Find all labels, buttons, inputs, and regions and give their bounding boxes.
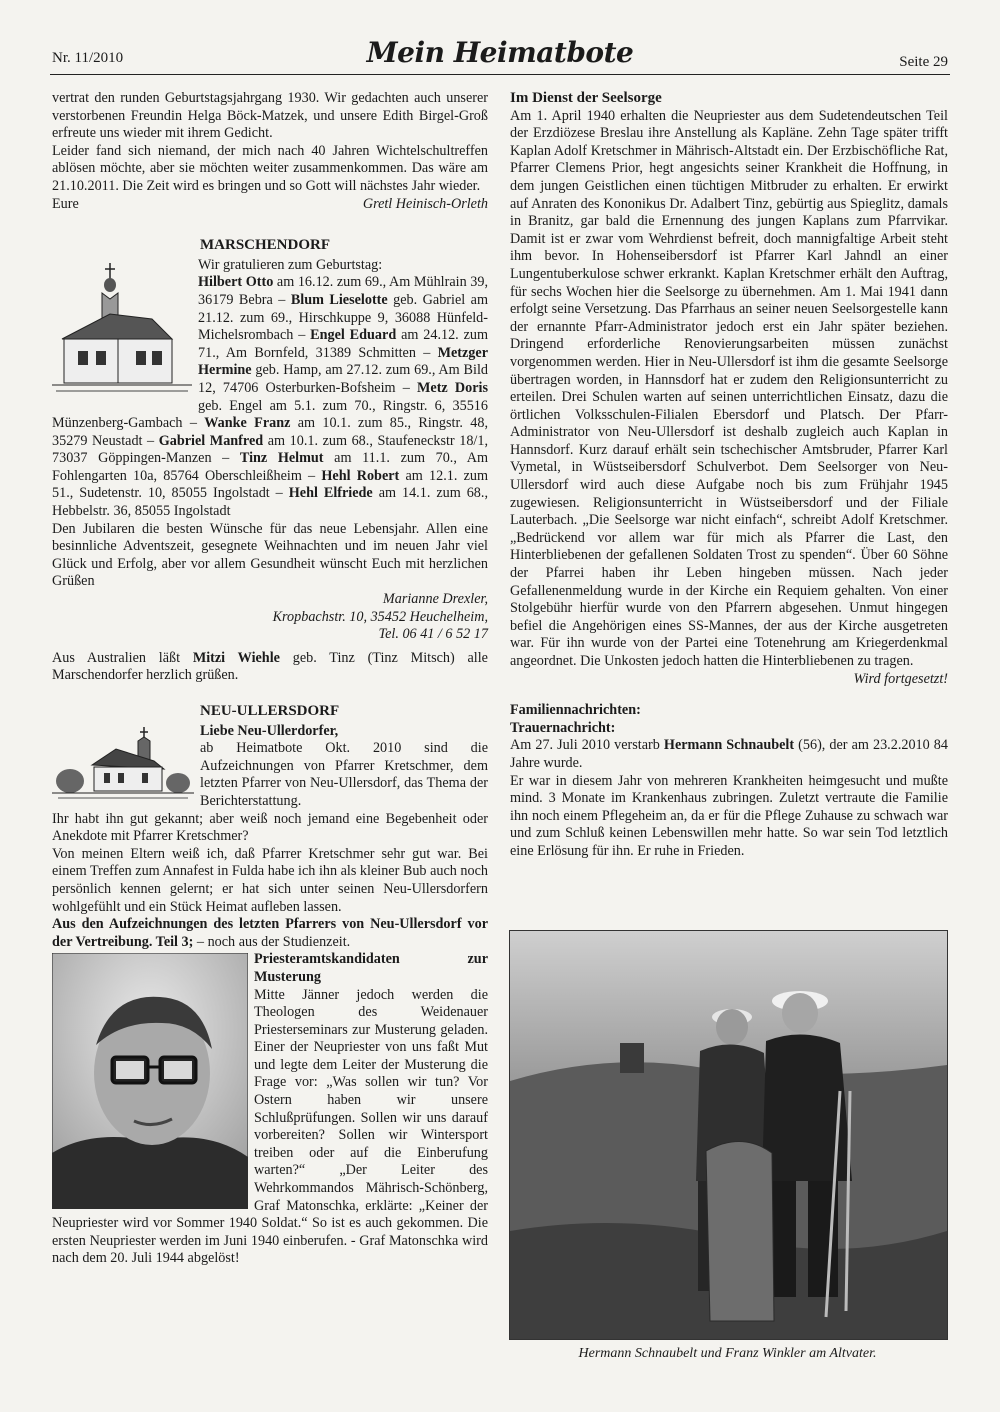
section-title-neu-ullersdorf: NEU-ULLERSDORF — [200, 703, 340, 719]
birthday-detail: geb. Hamp, am 27.12. zum 69., Am Bild 12, 74706 Osterburken-Bofsheim – — [198, 362, 488, 396]
masthead-title: Mein Heimatbote — [366, 36, 634, 69]
series-heading — [52, 916, 488, 951]
person-name: Mitzi Wiehle — [192, 649, 280, 666]
header-rule — [50, 74, 950, 75]
birthday-name: Blum Lieselotte — [290, 291, 388, 308]
series-subtitle: – noch aus der Studienzeit. — [193, 933, 351, 950]
signature-name: Marianne Drexler, — [382, 591, 488, 608]
birthday-name: Tinz Helmut — [239, 450, 324, 467]
section-title-marschendorf: MARSCHENDORF — [200, 237, 330, 254]
hikers-photo-graphic — [510, 931, 947, 1339]
birthday-detail: am 24.12. zum 71., Am Bornfeld, 31389 Schmitten – — [198, 327, 489, 361]
text-fragment: Am 27. Juli 2010 verstarb — [510, 737, 664, 754]
text-fragment: (56), der am 23.2.2010 84 Jahre wurde. — [510, 737, 948, 771]
page-number: Seite 29 — [899, 54, 948, 70]
village-church-illustration — [52, 725, 194, 801]
hikers-photo — [509, 930, 948, 1340]
signature: Gretl Heinisch-Orleth — [362, 195, 488, 212]
signature-address: Kropbachstr. 10, 35452 Heuchelheim, — [272, 608, 488, 625]
subsection-text: Mitte Jänner jedoch werden die Theologen des Weidenauer Priesterseminars zur Musterung geladen. Einer der Neupriester von uns faßt Mut und legte dem Leiter der Musterung die Frage vor: „Was sollen wir tun? Vor Ostern haben wir unsere Schlußprüfungen. Sollen wir uns darauf vorbereiten? Sollen wir Wintersport treiben oder auf die Einberufung warten?“ „Der Leiter des Wehrkommandos Mährisch-Schönberg, Graf Matonschka, erklärte: „Keiner der Neupriester wird vor Sommer 1940 Soldat.“ So ist es auch gekommen. Die ersten Neupriester werden im Juni 1940 einberufen. - Graf Matonschka wird nach dem 20. Juli 1944 abgelöst! — [52, 986, 488, 1267]
birthday-detail: geb. Engel am 5.1. zum 70., Ringstr. 6, 35516 Münzenberg-Gambach – — [52, 397, 488, 432]
birthday-detail: am 10.1. zum 85., Ringstr. 48, 35279 Neustadt – — [52, 415, 488, 449]
subsection-title: Priesteramtskandidaten zur Musterung — [254, 951, 488, 985]
photo-caption: Hermann Schnaubelt und Franz Winkler am Altvater. — [578, 1346, 877, 1361]
wishes-paragraph: Den Jubilaren die besten Wünsche für das neue Lebensjahr. Allen eine besinnliche Adventszeit, gesegnete Weihnachten und im neuen Jahr viel Glück und Erfolg, aber vor allem Gesundheit wünscht Euch mit herzlichen Grüßen — [52, 520, 488, 590]
birthday-name: Metzger Hermine — [198, 344, 488, 379]
birthday-detail: geb. Gabriel am 21.12. zum 69., Hirschkuppe 9, 36088 Hünfeld-Michelsrombach – — [198, 291, 488, 344]
birthday-detail: am 16.12. zum 69., Am Mühlrain 39, 36179 Bebra – — [198, 274, 488, 308]
obituary-title: Trauernachricht: — [510, 719, 616, 736]
intro-paragraph: ab Heimatbote Okt. 2010 sind die Aufzeichnungen von Pfarrer Kretschmer, dem letzten Pfarrer von Neu-Ullersdorf, das Thema der Berichterstattung. — [200, 740, 488, 809]
birthday-name: Hehl Robert — [321, 467, 400, 484]
neu-ullersdorf-intro — [52, 723, 488, 811]
family-news-title: Familiennachrichten: — [510, 702, 641, 719]
signature-phone: Tel. 06 41 / 6 52 17 — [378, 626, 488, 643]
obituary-text: Er war in diesem Jahr von mehreren Krankheiten heimgesucht und mußte mind. 3 Monate im Krankenhaus zubringen. Zuletzt vertraute die Familie ihn noch einem Pflegeheim an, da er für die Pflege Zuhause zu schwach war und zum Schluß keinen Lebenswillen mehr hatte. So war sein Tod letztlich eine Erlösung für ihn. Er ruhe in Frieden. — [510, 772, 948, 859]
birthday-detail: am 14.1. zum 68., Hebbelstr. 36, 85055 Ingolstadt — [52, 485, 488, 520]
birthday-name: Hehl Elfriede — [288, 485, 373, 502]
intro-paragraph: Leider fand sich niemand, der mich nach 40 Jahren Wichtelschultreffen ablösen möchte, aber sie möchten weiter zusammenkommen. Das wäre am 21.10.2011. Die Zeit wird es bringen und so Gott will nächstes Jahr wieder. — [52, 142, 488, 194]
birthday-detail: am 11.1. zum 70., Am Fohlengarten 10a, 85764 Oberschleißheim – — [52, 450, 489, 484]
question-paragraph: Ihr habt ihn gut gekannt; aber weiß noch jemand eine Begebenheit oder Anekdote mit Pfarrer Kretschmer? — [52, 810, 488, 845]
birthday-name: Engel Eduard — [310, 327, 397, 344]
signature-row — [52, 196, 488, 214]
portrait-section — [52, 951, 488, 1268]
birthday-name: Metz Doris — [417, 379, 488, 396]
birthday-name: Gabriel Manfred — [158, 432, 264, 449]
text-fragment: Aus Australien läßt — [52, 649, 193, 666]
left-column — [52, 90, 488, 1268]
greeting-line: Wir gratulieren zum Geburtstag: — [198, 256, 383, 273]
birthday-name: Hilbert Otto — [198, 274, 274, 291]
intro-paragraph: vertrat den runden Geburtstagsjahrgang 1930. Wir gedachten auch unserer verstorbenen Freundin Helga Böck-Matzek, und unsere Edith Birgel-Groß erfreute uns wieder mit ihrem Gedicht. — [52, 90, 488, 142]
text-fragment: geb. Tinz (Tinz Mitsch) alle Marschendorfer herzlich grüßen. — [52, 649, 488, 684]
person-name: Hermann Schnaubelt — [663, 737, 795, 754]
closing-word: Eure — [52, 195, 79, 212]
memory-paragraph: Von meinen Eltern weiß ich, daß Pfarrer Kretschmer sehr gut war. Bei einem Treffen zum Annafest in Fulda habe ich ihn als kleiner Bub auch noch persönlich kennen gelernt; er hat sich unter seinen Neu-Ullersdorfern wohlgefühlt und ein Stück Heimat aufleben lassen. — [52, 845, 488, 915]
portrait-photo — [52, 953, 248, 1209]
birthday-detail: am 12.1. zum 51., Sudetenstr. 10, 85055 Ingolstadt – — [52, 467, 489, 502]
birthday-section — [52, 257, 488, 521]
article-body: Am 1. April 1940 erhalten die Neupriester aus dem Sudetendeutschen Teil der Erzdiözese Breslau ihre Anstellung als Kapläne. Zehn Tage später trifft Kaplan Adolf Kretschmer in Mährisch-Altstadt ein. Der Erzbischöfliche Rat, Pfarrer Clemens Prior, hegt angesichts seiner Krankheit die Hoffnung, in dem jungen Geistlichen einen tüchtigen Mitbruder zu erhalten. Er erwirkt auf Anraten des Kononikus Dr. Adalbert Tinz, gebürtig aus Spieglitz, damals in Branitz, gar bald die Ernennung des jungen Kaplans zum Pfarrvikar. Damit ist er zwar vom Wehrdienst befreit, doch mannigfaltige Arbeit steht ihm bevor. In Hohenseibersdorf ist Pfarrer Karl Jahndl an einer Lungentuberkulose schwer erkrankt. Kaplan Kretschmer erhält den Auftrag, für sechs Wochen hier die Seelsorge zu übernehmen. Am 1. Mai 1941 dann erfolgt seine Versetzung. Das Pfarrhaus an seiner neuen Seelsorgestelle kann der ernannte Pfarr-Administrator jedoch erst ein Jahr später beziehen. Dringend erforderliche Renovierungsarbeiten müssen zunächst vorgenommen werden. Hier in Neu-Ullersdorf ist ihm die gesamte Seelsorge übertragen worden, in Hannsdorf hat er zudem den Religionsunterricht zu erteilen. Drei Schulen warten auf seinen unterrichtlichen Einsatz, dazu die örtlichen Volksschulen-Filialen Ebersdorf und Platsch. Der Pfarr-Administrator von Neu-Ullersdorf ist deshalb zugleich auch Kaplan in Hannsdorf. Kurz darauf erhält sein tschechischer Amtsbruder, Pfarrer Karl Vymetal, in Wüstseibersdorf Schulverbot. Dem Seelsorger von Neu-Ullersdorf wird auch diese Aufgabe noch bis zum Frühjahr 1945 zugewiesen. Religionsunterricht in Wüstseibersdorf und der Filiale Lauterbach. „Die Seelsorge war nicht einfach“, schreibt Adolf Kretschmer. „Bedrückend vor allem war für mich als Pfarrer die Last, den Hinterbliebenen der gefallenen Soldaten Trost zu spenden“. Über 60 Söhne der Pfarrei haben ihr Leben hingeben müssen. Nach jeder Gefallenenmeldung wurde in der Kirche ein Requiem gehalten. Von einer Stolgebühr hierfür wurde von den Pfarrern abgesehen. Unmut hingegen befiel die Angehörigen eines SS-Mannes, der aus der Kirche ausgetreten war. Für ihn wurde von der Partei eine Totenehrung am Kriegerdenkmal angeordnet. Die Unkosten jedoch hatten die Hinterbliebenen zu tragen. — [510, 107, 948, 669]
birthday-name: Wanke Franz — [204, 415, 291, 432]
continued-note: Wird fortgesetzt! — [853, 670, 948, 687]
issue-number: Nr. 11/2010 — [52, 50, 124, 66]
right-column — [510, 90, 948, 861]
australia-greeting — [52, 650, 488, 685]
obituary-text — [510, 737, 948, 772]
birthday-detail: am 10.1. zum 68., Staufeneckstr 18/1, 73037 Göppingen-Manzen – — [52, 432, 488, 467]
salutation: Liebe Neu-Ullerdorfer, — [200, 722, 339, 739]
article-title: Im Dienst der Seelsorge — [510, 90, 662, 106]
church-illustration — [52, 259, 192, 399]
series-title: Aus den Aufzeichnungen des letzten Pfarrers von Neu-Ullersdorf vor der Vertreibung. Teil 3; — [52, 916, 488, 950]
